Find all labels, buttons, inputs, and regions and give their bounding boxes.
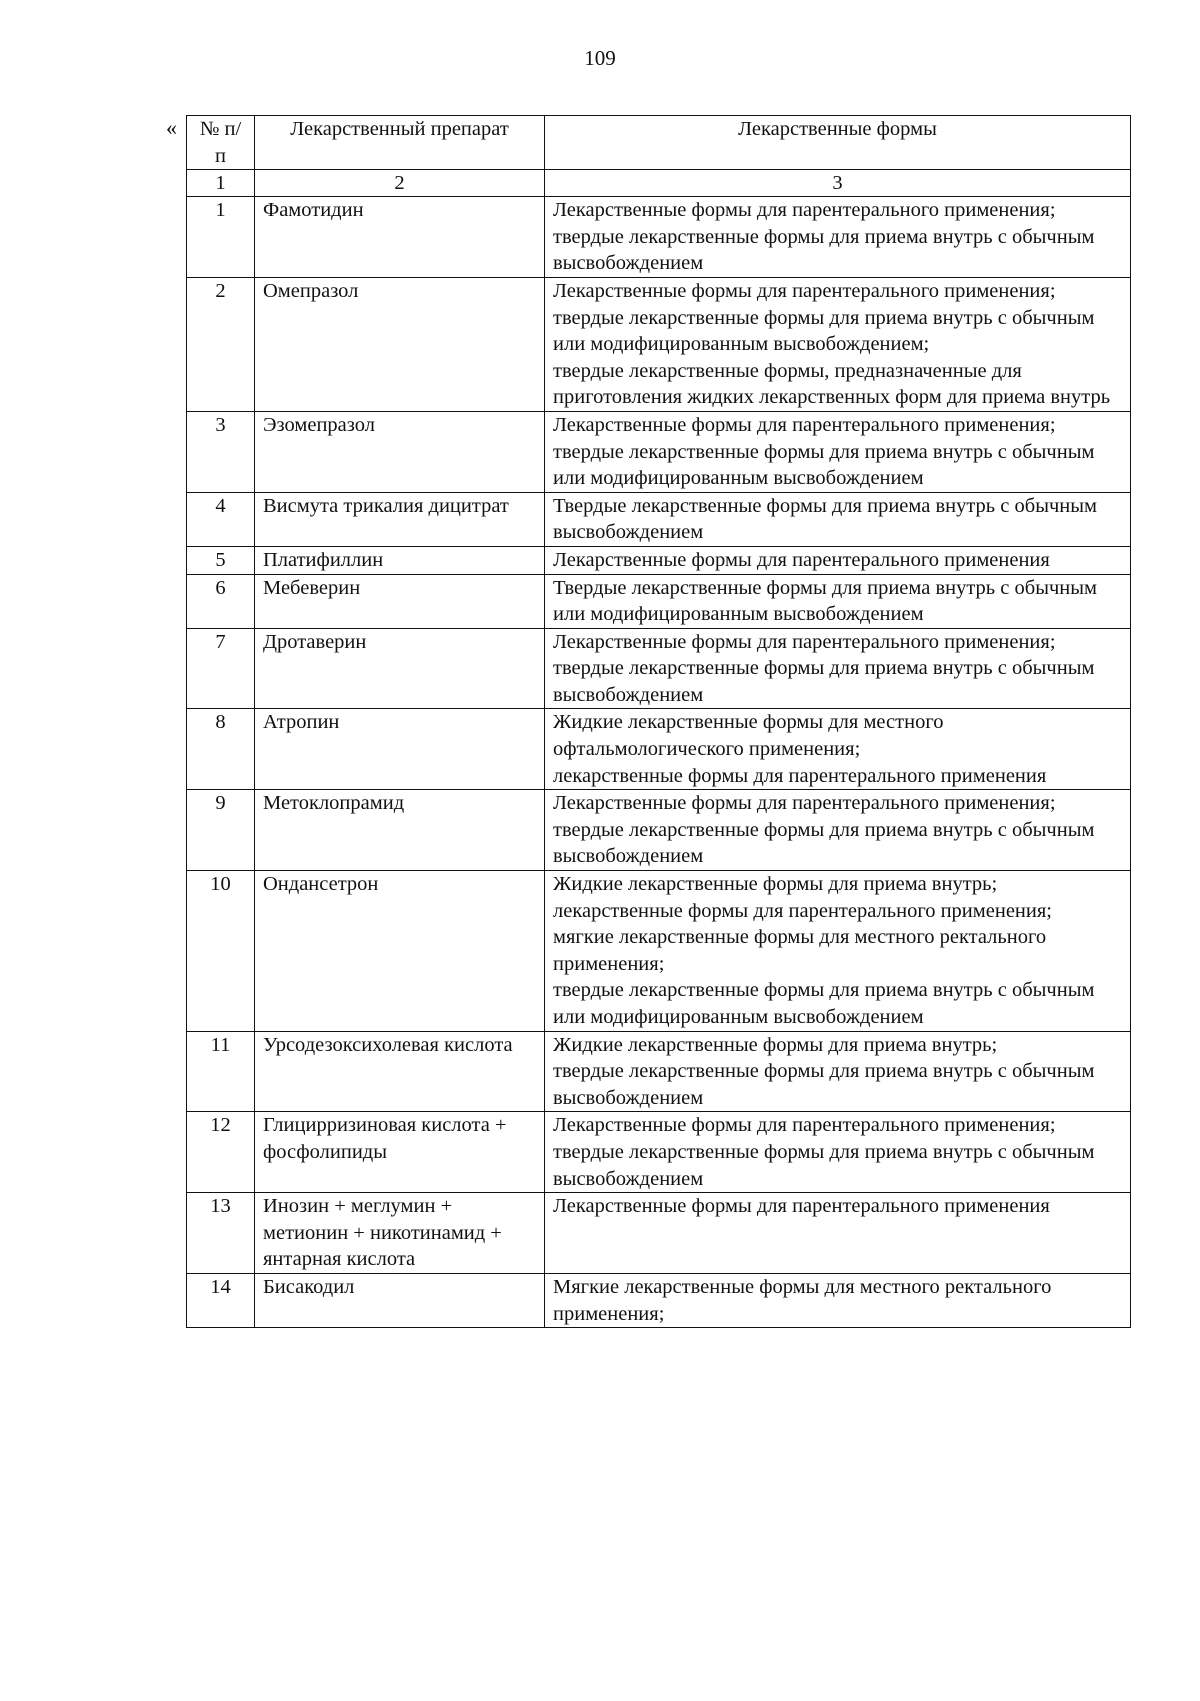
header-forms: Лекарственные формы bbox=[545, 116, 1131, 170]
dosage-forms-cell bbox=[545, 628, 1131, 709]
column-index-2: 2 bbox=[255, 170, 545, 197]
dosage-form-line: твердые лекарственные формы для приема внутрь с обычным высвобождением bbox=[553, 818, 1095, 868]
header-drug: Лекарственный препарат bbox=[255, 116, 545, 170]
drug-name: Висмута трикалия дицитрат bbox=[255, 492, 545, 546]
dosage-form-line: твердые лекарственные формы для приема внутрь с обычным высвобождением bbox=[553, 657, 1095, 706]
dosage-forms-cell bbox=[545, 277, 1131, 411]
dosage-form-line: твердые лекарственные формы, предназначенные для приготовления жидких лекарственных форм для приема внутрь bbox=[553, 359, 1111, 409]
row-number: 3 bbox=[187, 411, 255, 492]
table-row bbox=[187, 871, 1131, 1032]
drug-name: Дротаверин bbox=[255, 628, 545, 709]
table-row bbox=[187, 411, 1131, 492]
row-number: 8 bbox=[187, 709, 255, 790]
dosage-form-line: твердые лекарственные формы для приема внутрь с обычным высвобождением bbox=[553, 225, 1095, 275]
row-number: 6 bbox=[187, 574, 255, 628]
dosage-form-line: Лекарственные формы для парентерального применения bbox=[553, 1195, 1050, 1218]
dosage-form-line: Лекарственные формы для парентерального применения; bbox=[553, 279, 1056, 302]
dosage-form-line: твердые лекарственные формы для приема внутрь с обычным или модифицированным высвобождением; bbox=[553, 306, 1095, 356]
dosage-forms-cell bbox=[545, 1193, 1131, 1274]
drug-name: Бисакодил bbox=[255, 1273, 545, 1327]
drug-name: Глицирризиновая кислота + фосфолипиды bbox=[255, 1112, 545, 1193]
opening-quote-mark: « bbox=[166, 115, 177, 140]
dosage-form-line: Твердые лекарственные формы для приема внутрь с обычным высвобождением bbox=[553, 494, 1097, 544]
table-row bbox=[187, 277, 1131, 411]
table-row bbox=[187, 574, 1131, 628]
dosage-forms-cell bbox=[545, 492, 1131, 546]
dosage-form-line: Жидкие лекарственные формы для местного офтальмологического применения; bbox=[553, 711, 944, 761]
row-number: 7 bbox=[187, 628, 255, 709]
row-number: 14 bbox=[187, 1273, 255, 1327]
dosage-form-line: Жидкие лекарственные формы для приема внутрь; bbox=[553, 1033, 998, 1056]
row-number: 4 bbox=[187, 492, 255, 546]
dosage-form-line: твердые лекарственные формы для приема внутрь с обычным или модифицированным высвобождением bbox=[553, 440, 1095, 490]
dosage-forms-cell bbox=[545, 709, 1131, 790]
header-number: № п/п bbox=[187, 116, 255, 170]
dosage-forms-cell bbox=[545, 1112, 1131, 1193]
drug-name: Урсодезоксихолевая кислота bbox=[255, 1031, 545, 1112]
table-row bbox=[187, 790, 1131, 871]
dosage-form-line: Лекарственные формы для парентерального применения; bbox=[553, 199, 1056, 222]
dosage-form-line: Лекарственные формы для парентерального применения bbox=[553, 548, 1050, 571]
dosage-form-line: Мягкие лекарственные формы для местного ректального применения; bbox=[553, 1275, 1052, 1325]
dosage-form-line: твердые лекарственные формы для приема внутрь с обычным высвобождением bbox=[553, 1060, 1095, 1109]
column-index-1: 1 bbox=[187, 170, 255, 197]
row-number: 2 bbox=[187, 277, 255, 411]
dosage-form-line: Жидкие лекарственные формы для приема внутрь; bbox=[553, 873, 998, 896]
table-row bbox=[187, 1112, 1131, 1193]
table-row bbox=[187, 1031, 1131, 1112]
row-number: 13 bbox=[187, 1193, 255, 1274]
dosage-form-line: Лекарственные формы для парентерального применения; bbox=[553, 1114, 1056, 1137]
drug-name: Инозин + меглумин + метионин + никотинамид + янтарная кислота bbox=[255, 1193, 545, 1274]
drug-name: Эзомепразол bbox=[255, 411, 545, 492]
page-number: 109 bbox=[584, 46, 616, 70]
dosage-form-line: твердые лекарственные формы для приема внутрь с обычным высвобождением bbox=[553, 1140, 1095, 1190]
dosage-forms-cell bbox=[545, 1273, 1131, 1327]
column-index-3: 3 bbox=[545, 170, 1131, 197]
table-body bbox=[187, 197, 1131, 1328]
dosage-forms-cell bbox=[545, 411, 1131, 492]
table-row bbox=[187, 197, 1131, 278]
dosage-form-line: Лекарственные формы для парентерального применения; bbox=[553, 630, 1056, 653]
dosage-forms-cell bbox=[545, 546, 1131, 574]
dosage-form-line: Твердые лекарственные формы для приема внутрь с обычным или модифицированным высвобождением bbox=[553, 576, 1097, 626]
dosage-form-line: Лекарственные формы для парентерального применения; bbox=[553, 792, 1056, 815]
table-header-row bbox=[187, 116, 1131, 170]
dosage-forms-cell bbox=[545, 871, 1131, 1032]
dosage-form-line: твердые лекарственные формы для приема внутрь с обычным или модифицированным высвобождением bbox=[553, 979, 1095, 1028]
row-number: 10 bbox=[187, 871, 255, 1032]
drug-name: Омепразол bbox=[255, 277, 545, 411]
table-row bbox=[187, 628, 1131, 709]
table-row bbox=[187, 492, 1131, 546]
drug-name: Ондансетрон bbox=[255, 871, 545, 1032]
table-row bbox=[187, 1273, 1131, 1327]
row-number: 12 bbox=[187, 1112, 255, 1193]
dosage-forms-cell bbox=[545, 790, 1131, 871]
table-row bbox=[187, 546, 1131, 574]
dosage-forms-cell bbox=[545, 574, 1131, 628]
row-number: 1 bbox=[187, 197, 255, 278]
drug-name: Мебеверин bbox=[255, 574, 545, 628]
dosage-form-line: мягкие лекарственные формы для местного ректального применения; bbox=[553, 926, 1047, 975]
dosage-forms-cell bbox=[545, 197, 1131, 278]
drug-forms-table bbox=[186, 115, 1131, 1328]
dosage-form-line: лекарственные формы для парентерального применения; bbox=[553, 899, 1052, 922]
table-row bbox=[187, 709, 1131, 790]
dosage-form-line: лекарственные формы для парентерального применения bbox=[553, 764, 1047, 787]
drug-name: Атропин bbox=[255, 709, 545, 790]
dosage-forms-cell bbox=[545, 1031, 1131, 1112]
drug-name: Платифиллин bbox=[255, 546, 545, 574]
drug-name: Метоклопрамид bbox=[255, 790, 545, 871]
drug-name: Фамотидин bbox=[255, 197, 545, 278]
column-index-row bbox=[187, 170, 1131, 197]
table-row bbox=[187, 1193, 1131, 1274]
row-number: 5 bbox=[187, 546, 255, 574]
row-number: 9 bbox=[187, 790, 255, 871]
row-number: 11 bbox=[187, 1031, 255, 1112]
dosage-form-line: Лекарственные формы для парентерального применения; bbox=[553, 413, 1056, 436]
